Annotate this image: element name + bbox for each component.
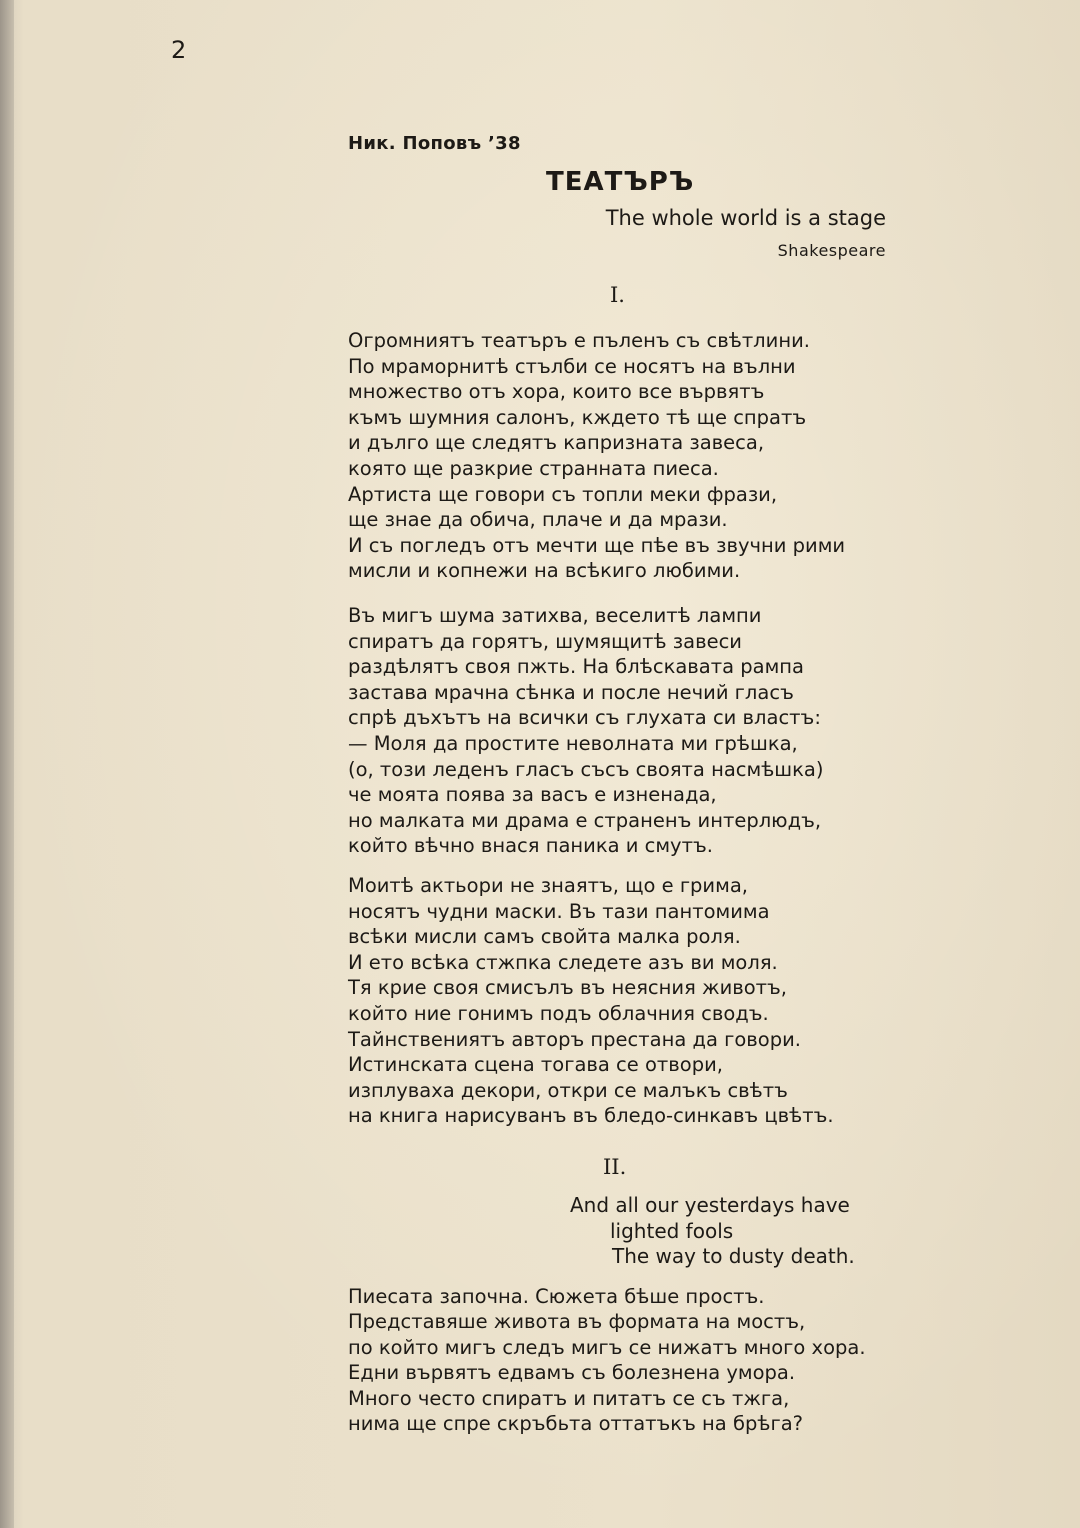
poem-line: изплуваха декори, откри се малъкъ свѣтъ (348, 1078, 788, 1102)
stanza-1 (348, 328, 888, 584)
epigraph-line: lighted fools (610, 1218, 734, 1243)
poem-line: спрѣ дъхътъ на всички съ глухата си властъ: (348, 706, 821, 730)
poem-line: че моята поява за васъ е изненада, (348, 783, 717, 807)
epigraph-quote: The whole world is a stage (605, 206, 886, 230)
poem-line: По мраморнитѣ стълби се носятъ на вълни (348, 354, 796, 378)
poem-line: която ще разкрие странната пиеса. (348, 456, 719, 480)
poem-line: мисли и копнежи на всѣкиго любими. (348, 559, 741, 583)
poem-line: който вѣчно внася паника и смутъ. (348, 834, 713, 858)
poem-line: всѣки мисли самъ свойта малка роля. (348, 925, 741, 949)
poem-line: Много често спиратъ и питатъ се съ тжга, (348, 1386, 790, 1410)
poem-line: раздѣлятъ своя пжть. На блѣскавата рампа (348, 655, 804, 679)
poem-line: Пиесата започна. Сюжета бѣше простъ. (348, 1285, 765, 1308)
section-1-label: I. (610, 283, 625, 307)
poem-line: застава мрачна сѣнка и после нечий гласъ (348, 680, 794, 704)
stanza-3 (348, 873, 888, 1129)
poem-line: Представяше живота въ формата на мостъ, (348, 1310, 806, 1334)
stanza-4 (348, 1284, 888, 1436)
epigraph-line: And all our yesterdays have (570, 1193, 850, 1217)
poem-line: Едни вървятъ едвамъ съ болезнена умора. (348, 1361, 796, 1385)
poem-line: Моитѣ актьори не знаятъ, що е грима, (348, 874, 748, 897)
section-2-label: II. (603, 1155, 627, 1179)
poem-line: който ние гонимъ подъ облачния сводъ. (348, 1001, 769, 1025)
poem-line: ще знае да обича, плаче и да мрази. (348, 508, 728, 532)
page-edge-shadow (0, 0, 14, 1528)
poem-title: ТЕАТЪРЪ (546, 167, 695, 197)
stanza-2 (348, 603, 888, 859)
page-number: 2 (171, 36, 187, 64)
poem-line: и дълго ще следятъ капризната завеса, (348, 431, 765, 455)
epigraph-source: Shakespeare (777, 241, 886, 260)
poem-line: спиратъ да горятъ, шумящитѣ завеси (348, 629, 742, 653)
poem-line: къмъ шумния салонъ, кждето тѣ ще спратъ (348, 405, 807, 429)
poem-line: множество отъ хора, които все вървятъ (348, 380, 765, 404)
author-name: Ник. Поповъ ’38 (348, 133, 521, 154)
poem-line: Артиста ще говори съ топли меки фрази, (348, 482, 778, 506)
poem-line: по който мигъ следъ мигъ се нижатъ много хора. (348, 1335, 866, 1359)
poem-line: Тя крие своя смисълъ въ неясния животъ, (348, 976, 787, 1000)
poem-line: (о, този леденъ гласъ съсъ своята насмѣшка) (348, 757, 824, 781)
poem-line: Тайнствениятъ авторъ престана да говори. (348, 1027, 801, 1051)
poem-line: Въ мигъ шума затихва, веселитѣ лампи (348, 604, 762, 627)
poem-line: Огромниятъ театъръ е пъленъ съ свѣтлини. (348, 329, 810, 352)
epigraph-line: The way to dusty death. (612, 1244, 855, 1268)
poem-line: нима ще спре скръбьта оттатъкъ на брѣга? (348, 1412, 804, 1436)
poem-line: носятъ чудни маски. Въ тази пантомима (348, 899, 770, 923)
poem-line: И ето всѣка стжпка следете азъ ви моля. (348, 950, 778, 974)
poem-line: Истинската сцена тогава се отвори, (348, 1053, 723, 1077)
poem-line: на книга нарисуванъ въ бледо-синкавъ цвѣтъ. (348, 1104, 834, 1128)
poem-line: — Моля да простите неволната ми грѣшка, (348, 731, 798, 755)
section-2-epigraph (570, 1193, 855, 1270)
poem-line: И съ погледъ отъ мечти ще пѣе въ звучни рими (348, 533, 846, 557)
poem-line: но малката ми драма е страненъ интерлюдъ, (348, 808, 822, 832)
